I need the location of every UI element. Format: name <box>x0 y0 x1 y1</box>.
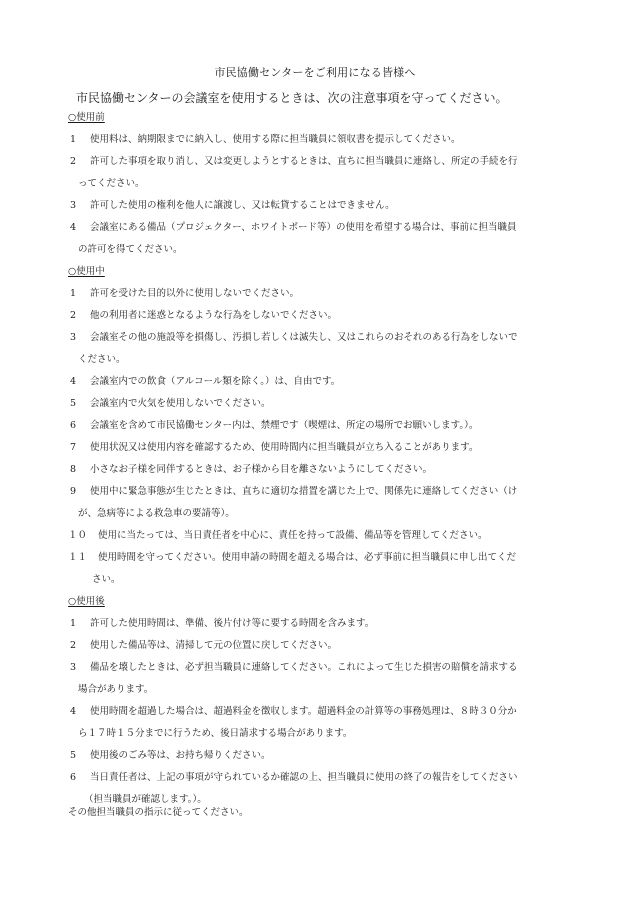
item-text-continued: さい。 <box>92 574 121 585</box>
item-text: 会議室にある備品（プロジェクター、ホワイトボード等）の使用を希望する場合は、事前に担当職員 <box>90 222 517 233</box>
item-number: 1 <box>70 288 77 299</box>
item-text: 他の利用者に迷惑となるような行為をしないでください。 <box>90 310 338 321</box>
item-number: 4 <box>70 222 77 233</box>
item-number: 3 <box>70 662 77 673</box>
item-text: 使用中に緊急事態が生じたときは、直ちに適切な措置を講じた上で、関係先に連絡してください（け <box>90 486 518 497</box>
item-text: 備品を壊したときは、必ず担当職員に連絡してください。これによって生じた損害の賠償を請求する <box>90 662 518 673</box>
item-text: 使用時間を守ってください。使用申請の時間を超える場合は、必ず事前に担当職員に申し出てくだ <box>98 552 517 563</box>
item-text: 使用時間を超過した場合は、超過料金を徴収します。超過料金の計算等の事務処理は、８時３０分か <box>90 706 517 717</box>
item-text: 許可した使用時間は、準備、後片付け等に要する時間を含みます。 <box>90 618 375 629</box>
item-number: 2 <box>70 310 77 321</box>
item-number: 1 <box>70 134 77 145</box>
item-text: 会議室を含めて市民協働センター内は、禁煙です（喫煙は、所定の場所でお願いします。）。 <box>90 420 479 431</box>
item-number: 2 <box>70 640 77 651</box>
item-number: 7 <box>70 442 77 453</box>
item-text: 許可した使用の権利を他人に譲渡し、又は転貸することはできません。 <box>90 200 395 211</box>
item-text: 小さなお子様を同伴するときは、お子様から目を離さないようにしてください。 <box>90 464 433 475</box>
item-number: 1 <box>70 618 77 629</box>
item-number: 5 <box>70 750 77 761</box>
item-text: 使用料は、納期限までに納入し、使用する際に担当職員に領収書を提示してください。 <box>90 134 461 145</box>
item-text: 許可を受けた目的以外に使用しないでください。 <box>90 288 300 299</box>
item-text: 使用状況又は使用内容を確認するため、使用時間内に担当職員が立ち入ることがあります。 <box>90 442 479 453</box>
item-number: 3 <box>70 200 77 211</box>
item-text: 使用後のごみ等は、お持ち帰りください。 <box>90 750 271 761</box>
item-number: 6 <box>70 772 77 783</box>
item-number: １１ <box>68 552 88 563</box>
item-number: 4 <box>70 376 77 387</box>
item-number: １０ <box>68 530 88 541</box>
item-text-continued: （担当職員が確認します。）。 <box>84 794 207 805</box>
item-text: 当日責任者は、上記の事項が守られているか確認の上、担当職員に使用の終了の報告をしてください <box>90 772 518 783</box>
section-heading-after-use: ○使用後 <box>68 596 105 607</box>
item-number: 4 <box>70 706 77 717</box>
item-number: 8 <box>70 464 77 475</box>
item-text: 会議室その他の施設等を損傷し、汚損し若しくは滅失し、又はこれらのおそれのある行為をしないで <box>90 332 518 343</box>
item-text: 会議室内での飲食（アルコール類を除く。）は、自由です。 <box>90 376 341 387</box>
section-heading-before-use: ○使用前 <box>68 112 105 123</box>
item-text-continued: の許可を得てください。 <box>78 244 183 255</box>
item-number: 2 <box>70 156 77 167</box>
item-text-continued: が、急病等による救急車の要請等）。 <box>78 508 235 519</box>
page-title: 市民協働センターをご利用になる皆様へ <box>214 66 416 79</box>
item-text: 使用した備品等は、清掃して元の位置に戻してください。 <box>90 640 338 651</box>
item-text-continued: ら１７時１５分までに行うため、後日請求する場合があります。 <box>78 728 353 739</box>
item-text-continued: 場合があります。 <box>78 684 154 695</box>
item-number: 9 <box>70 486 77 497</box>
section-heading-during-use: ○使用中 <box>68 266 105 277</box>
item-number: 5 <box>70 398 77 409</box>
item-number: 6 <box>70 420 77 431</box>
item-text: 使用に当たっては、当日責任者を中心に、責任を持って設備、備品等を管理してください。 <box>98 530 488 541</box>
item-text: 会議室内で火気を使用しないでください。 <box>90 398 271 409</box>
item-text-continued: ってください。 <box>78 178 145 189</box>
item-text-continued: ください。 <box>78 354 126 365</box>
closing-note: その他担当職員の指示に従ってください。 <box>68 807 249 818</box>
item-number: 3 <box>70 332 77 343</box>
page-subtitle: 市民協働センターの会議室を使用するときは、次の注意事項を守ってください。 <box>76 91 508 105</box>
item-text: 許可した事項を取り消し、又は変更しようとするときは、直ちに担当職員に連絡し、所定の手続を行 <box>90 156 518 167</box>
